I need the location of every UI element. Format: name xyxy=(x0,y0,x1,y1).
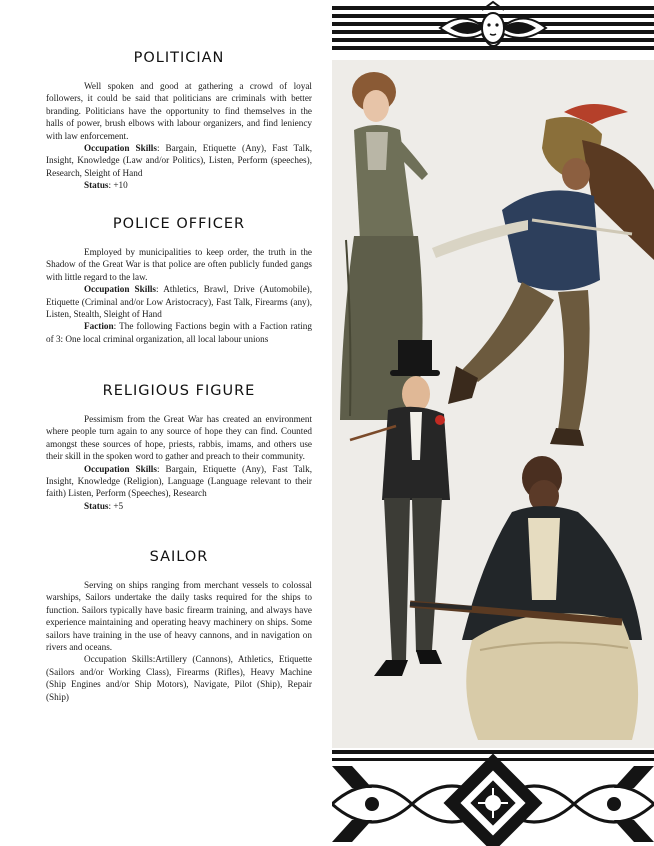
section-heading: POLITICIAN xyxy=(133,50,225,66)
section-body: Employed by municipalities to keep order, the truth in the Shadow of the Great War is that police are often publicly funded gangs with little regard to the law. xyxy=(46,247,312,282)
skills-separator: : xyxy=(156,284,159,295)
occupation-skills: Occupation Skills:Artillery (Cannons), Athletics, Etiquette (Sailors and/or Working Class), Firearms (Rifles), Heavy Machine (Ship Engines and/or Ship Motors), Navigate, Pilot (Ship), Repair (Ship) xyxy=(46,654,312,702)
occupation-skills xyxy=(46,142,312,179)
skills-text: Bargain, Etiquette (Any), Fast Talk, Insight, Knowledge (Religion), Language (Language relevant to their faith) Listen, Perform (Speeches), Research xyxy=(46,463,312,499)
status-label: Status xyxy=(84,500,109,511)
section-body: Well spoken and good at gathering a crowd of loyal followers, it could be said that politicians are criminals with better branding. Politicians have the opportunity to find themselves in the halls of power, brush elbows with labour organizers, and find leniency with law enforcement. xyxy=(46,81,312,141)
faction-line xyxy=(46,320,312,345)
status-line xyxy=(46,179,312,191)
skills-text: Athletics, Brawl, Drive (Automobile), Etiquette (Criminal and/or Low Aristocracy), Fast Talk, Firearms (any), Listen, Stealth, Sleight of Hand xyxy=(46,284,313,320)
skills-label: Occupation Skills xyxy=(84,463,157,474)
status-label: Status xyxy=(84,180,109,191)
skills-label: Occupation Skills xyxy=(84,143,157,154)
skills-text: Bargain, Etiquette (Any), Fast Talk, Insight, Knowledge (Law and/or Politics), Listen, Perform (speeches), Research, Sleight of Hand xyxy=(46,143,312,178)
section-religious-figure xyxy=(46,383,312,512)
section-police-officer xyxy=(46,216,312,345)
status-value: : +5 xyxy=(108,500,124,511)
faction-text: : The following Factions begin with a Faction rating of 3: One local criminal organization, all local labour unions xyxy=(46,321,312,344)
section-sailor xyxy=(46,549,312,703)
section-heading: SAILOR xyxy=(149,549,209,565)
faction-label: Faction xyxy=(84,321,114,332)
section-body: Pessimism from the Great War has created an environment where people turn again to any source of hope they can find. Counted amongst these sources of hope, priests, rabbis, imams, and others use their skill in the spoken word to gather and preach to their community. xyxy=(46,414,312,462)
illustration-panel xyxy=(332,0,654,846)
skills-label: Occupation Skills xyxy=(84,284,157,295)
occupation-skills xyxy=(46,283,312,320)
bottom-border-frieze xyxy=(332,748,654,846)
section-heading: RELIGIOUS FIGURE xyxy=(102,383,256,399)
skills-separator: : xyxy=(156,143,160,154)
figures-illustration xyxy=(332,0,654,846)
status-line xyxy=(46,500,312,512)
section-body: Serving on ships ranging from merchant vessels to colossal warships, Sailors undertake the daily tasks required for the ships to function. Sailors typically have basic firearm training, and always have experience maintaining and operating heavy machinery on ships. Some sailors have training in the use of heavy cannons, and in navigation on rivers and oceans. xyxy=(46,580,312,653)
status-value: : +10 xyxy=(108,180,128,191)
soldier-figure xyxy=(432,104,654,446)
section-heading: POLICE OFFICER xyxy=(112,216,246,232)
section-politician xyxy=(46,50,312,192)
skills-separator: : xyxy=(156,463,160,474)
occupation-skills xyxy=(46,463,312,500)
